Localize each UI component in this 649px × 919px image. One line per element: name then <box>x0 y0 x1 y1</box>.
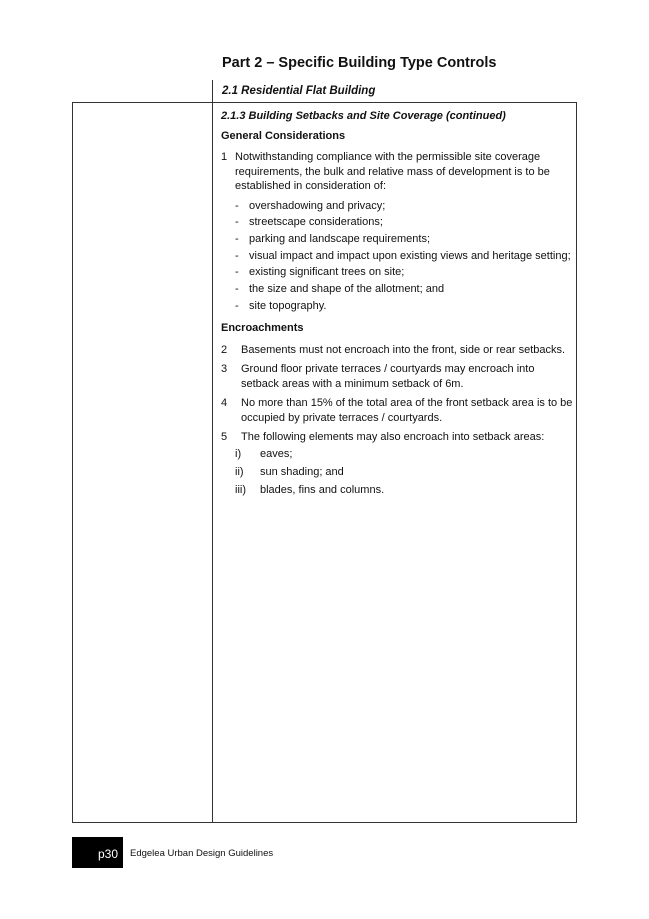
list-item: - site topography. <box>235 299 327 312</box>
subsection-title: 2.1.3 Building Setbacks and Site Coverage (continued) <box>221 110 506 122</box>
footer-document-title: Edgelea Urban Design Guidelines <box>130 848 274 859</box>
list-item: - overshadowing and privacy; <box>235 199 386 212</box>
encroaching-elements-list <box>221 447 573 498</box>
list-item: - the size and shape of the allotment; and <box>235 282 445 295</box>
clause-5: 5 The following elements may also encroach into setback areas: <box>221 431 545 444</box>
part-title: Part 2 – Specific Building Type Controls <box>222 55 497 71</box>
list-item: - existing significant trees on site; <box>235 266 405 279</box>
encroachments-heading: Encroachments <box>221 322 304 335</box>
clause-3: 3 Ground floor private terraces / courtyards may encroach into setback areas with a minimum setback of 6m. <box>221 363 535 390</box>
clause-1 <box>221 150 573 194</box>
list-item: - parking and landscape requirements; <box>235 232 431 245</box>
list-item: - visual impact and impact upon existing views and heritage setting; <box>235 249 571 262</box>
clause-number: 1 <box>221 151 228 163</box>
column-divider-top <box>212 80 213 103</box>
general-considerations-heading: General Considerations <box>221 129 346 142</box>
clause-text: Notwithstanding compliance with the permissible site coverage requirements, the bulk and relative mass of development is to be established in consideration of: <box>235 151 550 192</box>
section-title: 2.1 Residential Flat Building <box>222 85 376 97</box>
list-item: - streetscape considerations; <box>235 216 383 229</box>
consideration-list <box>221 199 573 314</box>
list-item: iii) blades, fins and columns. <box>235 484 385 497</box>
clause-4: 4 No more than 15% of the total area of the front setback area is to be occupied by private terraces / courtyards. <box>221 397 573 424</box>
page-number-badge: p30 <box>72 837 123 868</box>
clause-2: 2 Basements must not encroach into the front, side or rear setbacks. <box>221 343 566 356</box>
list-item: i) eaves; <box>235 447 293 460</box>
list-item: ii) sun shading; and <box>235 465 344 478</box>
column-divider <box>212 103 213 822</box>
main-content <box>221 109 573 502</box>
